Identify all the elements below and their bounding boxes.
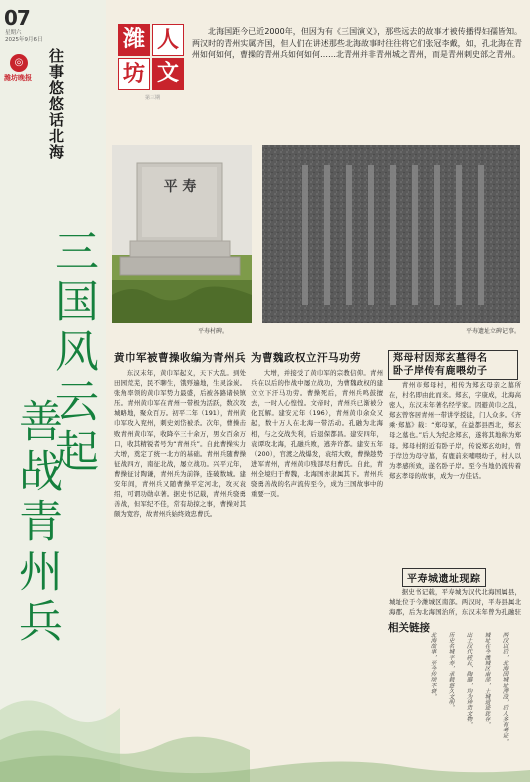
brand-subtext: 第三期: [145, 95, 161, 101]
brand-char-4: 文: [152, 58, 184, 90]
date: 2025年9月6日: [5, 37, 43, 43]
article-column-4: 据史书记载，平寿城为汉代北海国属县，城址位于今潍城区南部。两汉时，平寿县属北海郡，后为北海国治所，东汉末年曾为孔融驻: [389, 588, 521, 617]
section-title-3: [388, 350, 518, 380]
brand-char-2: 人: [152, 24, 184, 56]
paper-name: 潍坊晚报: [4, 74, 32, 82]
article-column-1: 东汉末年，黄巾军起义，天下大乱。到处田园荒芜，民不聊生，饿殍遍地，生灵涂炭。张角率领的黄巾军势力最盛，后被各路诸侯镇压。青州黄巾军在青州一带极为活跃，数次攻城略地，聚众百万。初平二年（191），青州黄巾军攻入兖州，刺史刘岱被杀。次年，曹操击败青州黄巾军，收降卒三十余万，男女百余万口，收其精锐者号为“青州兵”。自此曹操实力大增，奠定了统一北方的基础。青州兵随曹操征战四方，南征北战，屡立战功。兴平元年，曹操征讨陶谦，青州兵为前锋，连破数城。建安年间，青州兵又随曹操平定河北，攻灭袁绍，可谓功勋卓著。据史书记载，青州兵骁勇善战，但军纪不佳，常有劫掠之事，曹操对其颇为宽容，故青州兵始终效忠曹氏。: [114, 369, 246, 519]
photo-caption-1: 平寿村碑。: [198, 328, 229, 335]
weekday: 星期六: [5, 30, 22, 36]
side-note-line-2: 城址在今潍城区南部，土城遗迹犹存。: [483, 632, 490, 728]
article-column-2: 大增，并接受了黄巾军的宗教信仰。青州兵在以后的作战中屡立战功，为曹魏政权的建立立下汗马功劳。曹操死后，青州兵鸣鼓擅去，一时人心惶惶。文帝时，青州兵已渐被分化瓦解。建安元年（196），青州黄巾余众又起，数十万人在北海一带活动。孔融为北海相，与之交战失利，后退保都昌。建安四年，袁谭攻北海，孔融兵败，逃奔许都。建安五年（200），官渡之战爆发，袁绍大败，曹操趁势进军青州，青州黄巾残部尽归曹氏。自此，青州全境归于曹魏，北海国亦隶属其下。青州兵骁勇善战的名声流传至今，成为三国故事中的重要一页。: [251, 369, 383, 499]
date-block: [5, 30, 43, 44]
brand-char-1: 潍: [118, 24, 150, 56]
photo-inscription: [262, 145, 520, 323]
brand-char-3: 坊: [118, 58, 150, 90]
photo-stele: [112, 145, 252, 323]
main-title-line1: 三国风云起: [47, 228, 98, 478]
section-title-2: 为曹魏政权立汗马功劳: [251, 352, 361, 364]
inscription-illustration: [262, 145, 520, 323]
stele-text: 平 寿: [163, 179, 197, 195]
section-title-1: 黄巾军被曹操收编为青州兵: [114, 352, 246, 364]
section-title-4: 平寿城遗址现踪: [402, 568, 486, 587]
section-title-3a: 郑母村因郑玄墓得名: [393, 353, 488, 364]
intro-paragraph: [192, 26, 522, 61]
intro-text: 北海国距今已近2000年，但因为有《三国演义》，那些远去的故事才被传播得妇孺皆知。两汉时的青州实属齐国，但人们在讲述那些北海故事时往往将它们张冠李戴，如，孔北海在青州如何如何，曹操的青州兵如何如何……北青州并非青州城之青州，而是青州刺史部之青州。: [192, 27, 522, 59]
logo-mark-icon: ◎: [10, 54, 28, 72]
side-note-line-3: 出土汉代砖瓦、陶器，均为珍贵文物。: [465, 632, 472, 728]
section-title-3b: 卧子岸传有鹿喂幼子: [393, 366, 488, 377]
stele-illustration: [112, 145, 252, 323]
photo-caption-2: 平寿遗址立碑记事。: [466, 328, 521, 335]
side-note-line-1: 两汉以后，北海国城址湮没，后人多有考证。: [501, 632, 508, 744]
side-note-label: 相关链接: [388, 622, 430, 634]
brand-box: [118, 24, 184, 94]
main-title: [11, 228, 98, 658]
article-column-3: 青州市郑母村，相传为郑玄母亲之墓所在，村名即由此而来。郑玄，字康成，北海高密人，东汉末年著名经学家。因避黄巾之乱，郑玄曾客居青州一带讲学授徒，门人众多。《齐乘·郑墓》载：“郑母冢，在益都县西北，郑玄母之墓也。”后人为纪念郑玄，遂将其地称为郑母。郑母村附近有卧子岸，传说郑玄幼时，曾于岸边为母守墓，有鹿前来哺喂幼子，村人以为孝感所致，遂名卧子岸。至今当地仍流传着郑玄孝母的故事，成为一方佳话。: [389, 381, 521, 480]
main-title-line2: 善战青州兵: [11, 398, 62, 648]
side-note-line-5: 北海故事，至今传颂不衰。: [429, 632, 436, 700]
paper-logo: [4, 54, 34, 88]
column-title: 往事悠悠话北海: [47, 48, 65, 160]
page-number: 07: [4, 6, 30, 30]
side-note-line-4: 历史名城平寿，承载悠久文明。: [447, 632, 454, 711]
